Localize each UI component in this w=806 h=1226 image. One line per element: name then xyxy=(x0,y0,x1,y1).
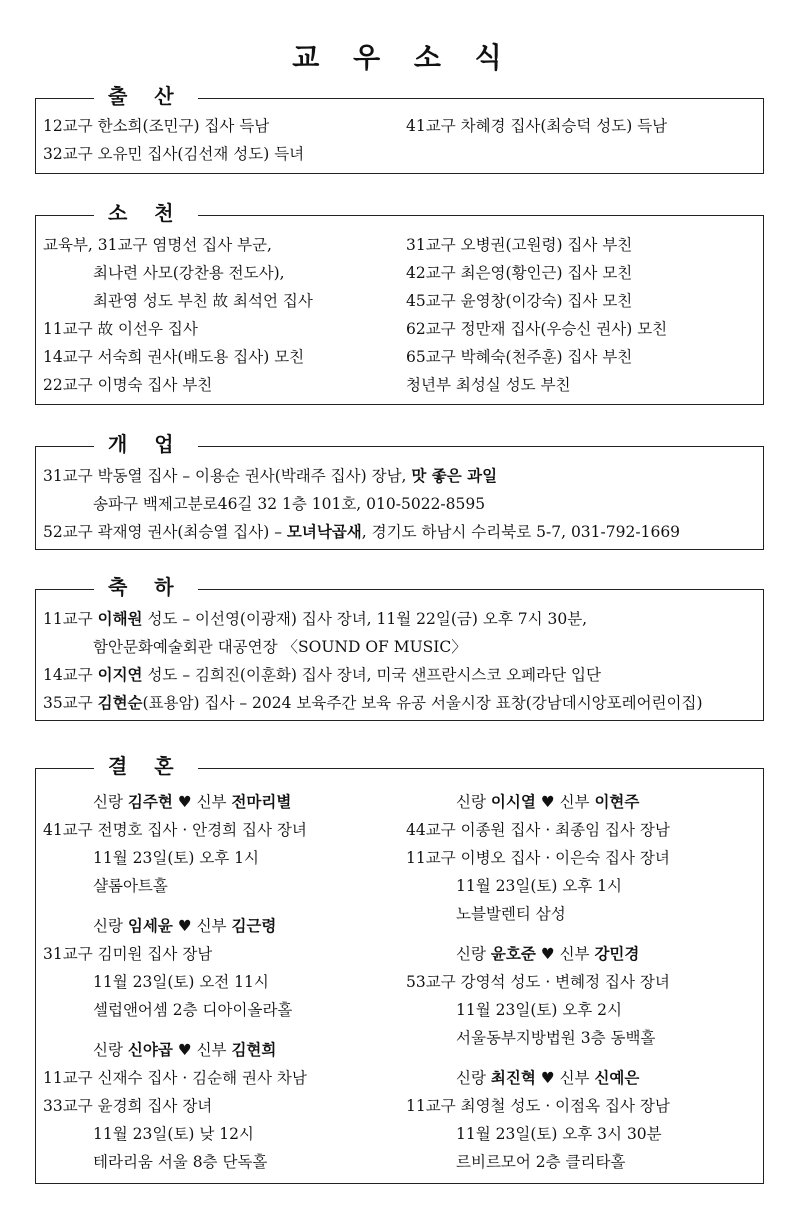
wedding-time: 11월 23일(토) 낮 12시 xyxy=(93,1125,254,1143)
birth-entry: 32교구 오유민 집사(김선재 성도) 득녀 xyxy=(43,145,305,163)
bride-label: 신부 xyxy=(196,793,232,811)
wedding-time: 11월 23일(토) 오전 11시 xyxy=(93,973,269,991)
bride-name: 신예은 xyxy=(594,1068,640,1087)
business-entry xyxy=(43,521,680,543)
bride-name: 이현주 xyxy=(594,792,640,811)
business-address: , 경기도 하남시 수리북로 5-7, 031-792-1669 xyxy=(361,523,681,541)
groom-name: 김주현 xyxy=(127,792,173,811)
birth-entry: 41교구 차혜경 집사(최승덕 성도) 득남 xyxy=(406,117,668,135)
groom-name: 최진혁 xyxy=(490,1068,536,1087)
groom-name: 임세윤 xyxy=(127,916,173,935)
death-entry: 교육부, 31교구 염명선 집사 부군, xyxy=(43,236,272,254)
parish: 35교구 xyxy=(43,694,98,712)
death-entry: 31교구 오병권(고원령) 집사 부친 xyxy=(406,236,633,254)
bride-label: 신부 xyxy=(559,1069,595,1087)
wedding-place: 테라리움 서울 8층 단독홀 xyxy=(93,1153,268,1171)
wedding-couple xyxy=(456,1067,639,1089)
wedding-couple xyxy=(456,943,639,965)
death-heading: 소 천 xyxy=(94,199,198,227)
groom-name: 신야곱 xyxy=(127,1040,173,1059)
death-entry: 45교구 윤영창(이강숙) 집사 모친 xyxy=(406,292,633,310)
wedding-couple xyxy=(93,1039,276,1061)
bride-label: 신부 xyxy=(196,917,232,935)
person-name: 이지연 xyxy=(97,665,143,684)
congrats-heading: 축 하 xyxy=(94,573,198,601)
business-heading: 개 업 xyxy=(94,430,198,458)
death-entry: 14교구 서숙희 권사(배도용 집사) 모친 xyxy=(43,348,305,366)
death-entry: 22교구 이명숙 집사 부친 xyxy=(43,376,213,394)
death-entry: 42교구 최은영(황인근) 집사 모친 xyxy=(406,264,633,282)
congrats-entry xyxy=(43,608,587,630)
wedding-section xyxy=(35,754,764,1184)
groom-name: 이시열 xyxy=(490,792,536,811)
groom-name: 윤호준 xyxy=(490,944,536,963)
death-entry: 최나련 사모(강찬용 전도사), xyxy=(93,264,285,282)
wedding-family: 11교구 이병오 집사 · 이은숙 집사 장녀 xyxy=(406,849,670,867)
death-entry: 청년부 최성실 성도 부친 xyxy=(406,376,571,394)
congrats-text: (표용암) 집사 – 2024 보육주간 보육 유공 서울시장 표창(강남데시앙포레어린이집) xyxy=(142,694,703,712)
wedding-couple xyxy=(93,791,291,813)
wedding-family: 31교구 김미원 집사 장남 xyxy=(43,945,213,963)
death-entry: 62교구 정만재 집사(우승신 권사) 모친 xyxy=(406,320,668,338)
parish: 14교구 xyxy=(43,666,98,684)
heart-icon: ♥ xyxy=(177,917,192,935)
business-section xyxy=(35,432,764,550)
heart-icon: ♥ xyxy=(177,793,192,811)
heart-icon: ♥ xyxy=(540,1069,555,1087)
business-name: 모녀낙곱새 xyxy=(286,522,362,541)
wedding-couple xyxy=(456,791,639,813)
heart-icon: ♥ xyxy=(540,945,555,963)
groom-label: 신랑 xyxy=(93,793,128,811)
congrats-detail: 함안문화예술회관 대공연장 〈SOUND OF MUSIC〉 xyxy=(93,638,467,656)
congrats-section xyxy=(35,575,764,721)
person-name: 김현순 xyxy=(97,693,143,712)
groom-label: 신랑 xyxy=(93,917,128,935)
wedding-place: 셀럽앤어셈 2층 디아이올라홀 xyxy=(93,1001,293,1019)
groom-label: 신랑 xyxy=(456,1069,491,1087)
parish: 11교구 xyxy=(43,610,98,628)
business-entry xyxy=(43,465,497,487)
congrats-text: 성도 – 이선영(이광재) 집사 장녀, 11월 22일(금) 오후 7시 30분, xyxy=(142,610,588,628)
business-address: 송파구 백제고분로46길 32 1층 101호, 010-5022-8595 xyxy=(93,495,486,513)
bride-label: 신부 xyxy=(559,793,595,811)
wedding-time: 11월 23일(토) 오후 3시 30분 xyxy=(456,1125,662,1143)
birth-heading: 출 산 xyxy=(94,82,198,110)
wedding-family: 11교구 신재수 집사 · 김순해 권사 차남 xyxy=(43,1069,307,1087)
congrats-entry xyxy=(43,692,703,714)
wedding-family: 11교구 최영철 성도 · 이점옥 집사 장남 xyxy=(406,1097,670,1115)
wedding-time: 11월 23일(토) 오후 2시 xyxy=(456,1001,623,1019)
death-entry: 최관영 성도 부친 故 최석언 집사 xyxy=(93,292,313,310)
wedding-place: 샬롬아트홀 xyxy=(93,877,168,895)
bride-label: 신부 xyxy=(559,945,595,963)
wedding-place: 노블발렌티 삼성 xyxy=(456,905,566,923)
death-section xyxy=(35,201,764,405)
business-entry-text: 52교구 곽재영 권사(최승열 집사) – xyxy=(43,523,287,541)
bride-name: 김현희 xyxy=(231,1040,277,1059)
birth-section xyxy=(35,84,764,174)
groom-label: 신랑 xyxy=(456,793,491,811)
congrats-text: 성도 – 김희진(이훈화) 집사 장녀, 미국 샌프란시스코 오페라단 입단 xyxy=(142,666,601,684)
groom-label: 신랑 xyxy=(456,945,491,963)
death-entry: 65교구 박혜숙(천주훈) 집사 부친 xyxy=(406,348,633,366)
death-entry: 11교구 故 이선우 집사 xyxy=(43,320,198,338)
wedding-time: 11월 23일(토) 오후 1시 xyxy=(93,849,260,867)
wedding-place: 서울동부지방법원 3층 동백홀 xyxy=(456,1029,656,1047)
wedding-family: 44교구 이종원 집사 · 최종임 집사 장남 xyxy=(406,821,670,839)
wedding-time: 11월 23일(토) 오후 1시 xyxy=(456,877,623,895)
wedding-heading: 결 혼 xyxy=(94,752,198,780)
wedding-place: 르비르모어 2층 클리타홀 xyxy=(456,1153,626,1171)
wedding-family: 33교구 윤경희 집사 장녀 xyxy=(43,1097,213,1115)
birth-entry: 12교구 한소희(조민구) 집사 득남 xyxy=(43,117,270,135)
wedding-family: 53교구 강영석 성도 · 변혜정 집사 장녀 xyxy=(406,973,670,991)
heart-icon: ♥ xyxy=(177,1041,192,1059)
wedding-couple xyxy=(93,915,276,937)
person-name: 이해원 xyxy=(97,609,143,628)
bride-name: 김근령 xyxy=(231,916,277,935)
bride-name: 전마리별 xyxy=(231,792,292,811)
business-name: 맛 좋은 과일 xyxy=(411,466,498,485)
page-title: 교 우 소 식 xyxy=(292,41,514,74)
business-entry-text: 31교구 박동열 집사 – 이용순 권사(박래주 집사) 장남, xyxy=(43,467,412,485)
wedding-family: 41교구 전명호 집사 · 안경희 집사 장녀 xyxy=(43,821,307,839)
bride-name: 강민경 xyxy=(594,944,640,963)
congrats-entry xyxy=(43,664,601,686)
groom-label: 신랑 xyxy=(93,1041,128,1059)
heart-icon: ♥ xyxy=(540,793,555,811)
bride-label: 신부 xyxy=(196,1041,232,1059)
